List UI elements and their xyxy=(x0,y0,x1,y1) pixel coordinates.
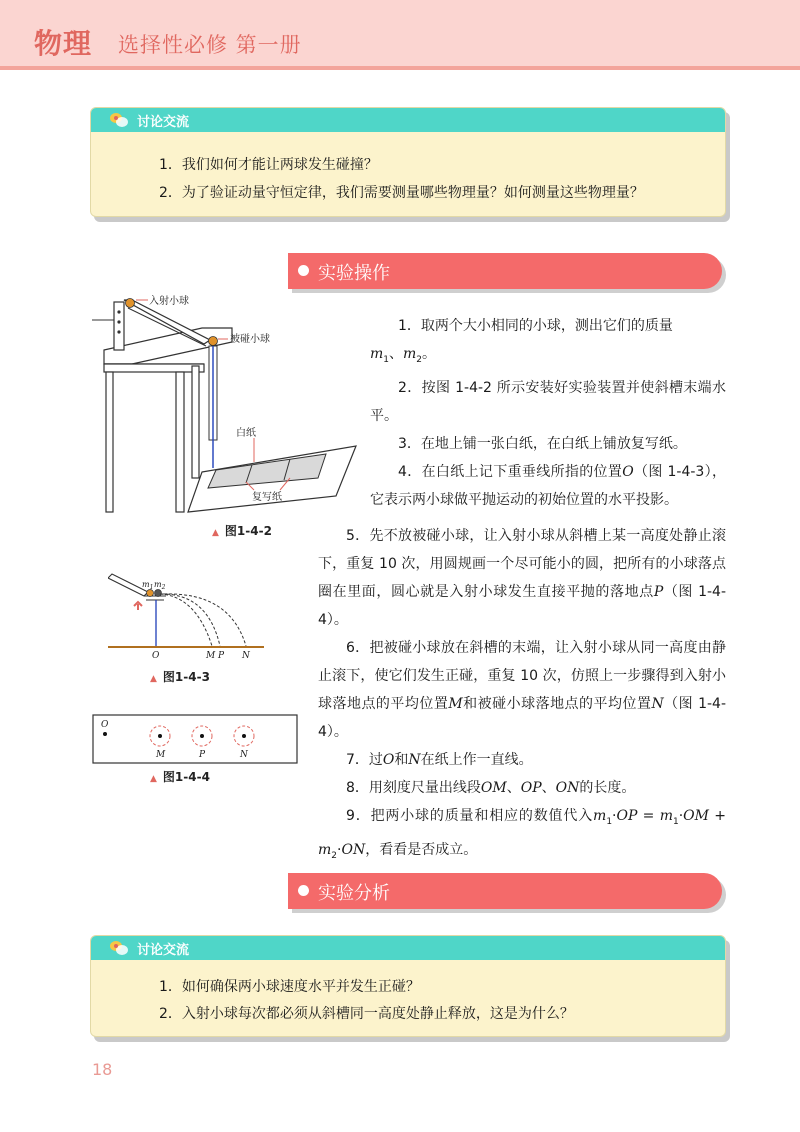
step-7-text-c: 在纸上作一直线。 xyxy=(420,752,533,768)
formula-sub: 2 xyxy=(331,850,338,861)
section-title: 实验分析 xyxy=(318,883,390,904)
discussion-title-bar xyxy=(91,936,725,960)
caption-fig-1-4-2 xyxy=(212,522,272,539)
point-O: O xyxy=(622,463,634,480)
formula-ON: ON xyxy=(341,841,366,858)
step-8-text-b: 的长度。 xyxy=(579,780,636,796)
segment-OM: OM xyxy=(480,780,507,796)
step-9-text-a: 9．把两小球的质量和相应的数值代入 xyxy=(346,808,594,824)
fig143-m1: m xyxy=(142,580,150,589)
formula-m: m xyxy=(318,841,332,858)
mass-m1-sub: 1 xyxy=(383,354,390,365)
book-subtitle: 选择性必修 第一册 xyxy=(118,33,302,57)
caption-text: 图1-4-3 xyxy=(162,670,210,684)
incident-ball xyxy=(126,299,135,308)
point-N: N xyxy=(408,752,421,768)
fig144-P: P xyxy=(199,750,206,760)
fig143-P: P xyxy=(218,651,225,660)
section-title: 实验操作 xyxy=(318,263,390,284)
fig144-O: O xyxy=(101,720,109,730)
step-8-text-a: 8．用刻度尺量出线段 xyxy=(346,780,481,796)
caption-text: 图1-4-4 xyxy=(162,770,210,784)
step-5-text-b: （图 1-4-4）。 xyxy=(318,584,727,628)
formula-m: m xyxy=(659,808,673,824)
point-N: N xyxy=(651,696,664,712)
segment-OP: OP xyxy=(520,780,542,796)
formula-dot: · xyxy=(678,808,684,824)
fig144-N: N xyxy=(240,750,248,760)
experiment-steps-part2 xyxy=(318,522,726,870)
formula-plus: + xyxy=(708,808,726,824)
step-1-end: 。 xyxy=(422,346,437,362)
step-7 xyxy=(318,746,726,774)
mass-m2: m xyxy=(403,346,417,362)
fig143-N: N xyxy=(242,651,250,660)
mass-m1: m xyxy=(370,346,384,362)
segment-ON: ON xyxy=(555,780,580,796)
caption-fig-1-4-3 xyxy=(150,668,210,685)
page-number: 18 xyxy=(92,1060,113,1079)
label-target-ball: 被碰小球 xyxy=(230,334,270,345)
step-4-text-a: 4．在白纸上记下重垂线所指的位置 xyxy=(398,463,623,480)
step-8 xyxy=(318,774,726,802)
page-header xyxy=(0,0,800,70)
discussion-question-1: 1．我们如何才能让两球发生碰撞？ xyxy=(159,157,378,173)
step-9-text-b: ，看看是否成立。 xyxy=(365,841,478,858)
fig144-M: M xyxy=(156,750,166,760)
formula-dot: · xyxy=(337,841,342,858)
sep: 、 xyxy=(541,780,556,796)
step-1-cont xyxy=(370,340,726,374)
figure-1-4-4-landing-points xyxy=(92,714,298,764)
point-O: O xyxy=(382,752,395,768)
bullet-icon xyxy=(298,265,309,276)
discussion-box-2 xyxy=(90,935,726,1037)
caption-marker-icon: ▲ xyxy=(150,774,157,784)
label-white-paper: 白纸 xyxy=(236,428,256,439)
discussion-box-1 xyxy=(90,107,726,217)
discussion-icon xyxy=(109,112,129,128)
fig143-m1-sub: 1 xyxy=(149,584,154,591)
book-title: 物理 xyxy=(34,27,93,60)
sep: 、 xyxy=(506,780,521,796)
step-2: 2．按图 1-4-2 所示安装好实验装置并使斜槽末端水平。 xyxy=(370,379,726,424)
step-5 xyxy=(318,522,726,634)
step-3: 3．在地上铺一张白纸，在白纸上铺放复写纸。 xyxy=(398,435,687,452)
caption-fig-1-4-4 xyxy=(150,768,210,785)
caption-marker-icon: ▲ xyxy=(150,674,157,684)
formula-sub: 1 xyxy=(606,816,613,827)
figure-1-4-2-apparatus xyxy=(92,290,362,522)
step-6-text-a: 6．把被碰小球放在斜槽的末端，让入射小球从同一高度由静止滚下，使它们发生正碰，重复 10 次，仿照上一步骤得到入射小球落地点的平均位置 xyxy=(318,640,726,712)
fig143-M: M xyxy=(206,651,216,660)
step-6 xyxy=(318,634,726,746)
bullet-icon xyxy=(298,885,309,896)
step-5-text-a: 5．先不放被碰小球，让入射小球从斜槽上某一高度处静止滚下，重复 10 次，用圆规画一个尽可能小的圆，把所有的小球落点圈在里面，圆心就是入射小球发生直接平抛的落地点 xyxy=(318,528,726,600)
formula-eq: = xyxy=(637,808,660,824)
formula-OP: OP xyxy=(616,808,638,824)
step-4 xyxy=(370,458,726,514)
step-7-text-a: 7．过 xyxy=(346,752,383,768)
fig143-m2-sub: 2 xyxy=(161,584,166,591)
point-M: M xyxy=(448,696,463,712)
formula-m: m xyxy=(593,808,607,824)
step-6-text-c: （图 1-4-4）。 xyxy=(318,696,727,740)
mass-m2-sub: 2 xyxy=(416,354,423,365)
step-1-text: 1．取两个大小相同的小球，测出它们的质量 xyxy=(398,318,673,334)
step-6-text-b: 和被碰小球落地点的平均位置 xyxy=(462,696,652,712)
label-carbon-paper: 复写纸 xyxy=(252,492,282,503)
discussion-title: 讨论交流 xyxy=(137,943,190,958)
discussion-question-2: 2．入射小球每次都必须从斜槽同一高度处静止释放，这是为什么？ xyxy=(159,1006,574,1022)
label-incident-ball: 入射小球 xyxy=(149,296,189,307)
caption-marker-icon: ▲ xyxy=(212,528,219,538)
formula-dot: · xyxy=(612,808,617,824)
step-7-text-b: 和 xyxy=(394,752,409,768)
section-header-operation xyxy=(288,253,722,289)
step-1 xyxy=(370,312,726,340)
point-P: P xyxy=(653,584,664,600)
discussion-icon xyxy=(109,940,129,956)
formula-OM: OM xyxy=(683,808,709,824)
step-4-text-b: （图 1-4-3），它表示两小球做平抛运动的初始位置的水平投影。 xyxy=(370,463,726,508)
target-ball xyxy=(209,337,218,346)
section-header-analysis xyxy=(288,873,722,909)
fig143-O: O xyxy=(152,651,160,660)
svg-text:m2 xyxy=(154,580,166,591)
formula-sub: 1 xyxy=(672,816,679,827)
sep: 、 xyxy=(389,346,404,362)
fig143-m2: m xyxy=(154,580,162,589)
experiment-steps-part1 xyxy=(370,312,726,514)
discussion-title: 讨论交流 xyxy=(137,115,190,130)
step-9 xyxy=(318,802,726,870)
discussion-title-bar xyxy=(91,108,725,132)
discussion-question-1: 1．如何确保两小球速度水平并发生正碰？ xyxy=(159,979,420,995)
caption-text: 图1-4-2 xyxy=(224,524,272,538)
discussion-question-2: 2．为了验证动量守恒定律，我们需要测量哪些物理量？如何测量这些物理量？ xyxy=(159,185,644,201)
figure-1-4-3-trajectories xyxy=(108,566,264,660)
